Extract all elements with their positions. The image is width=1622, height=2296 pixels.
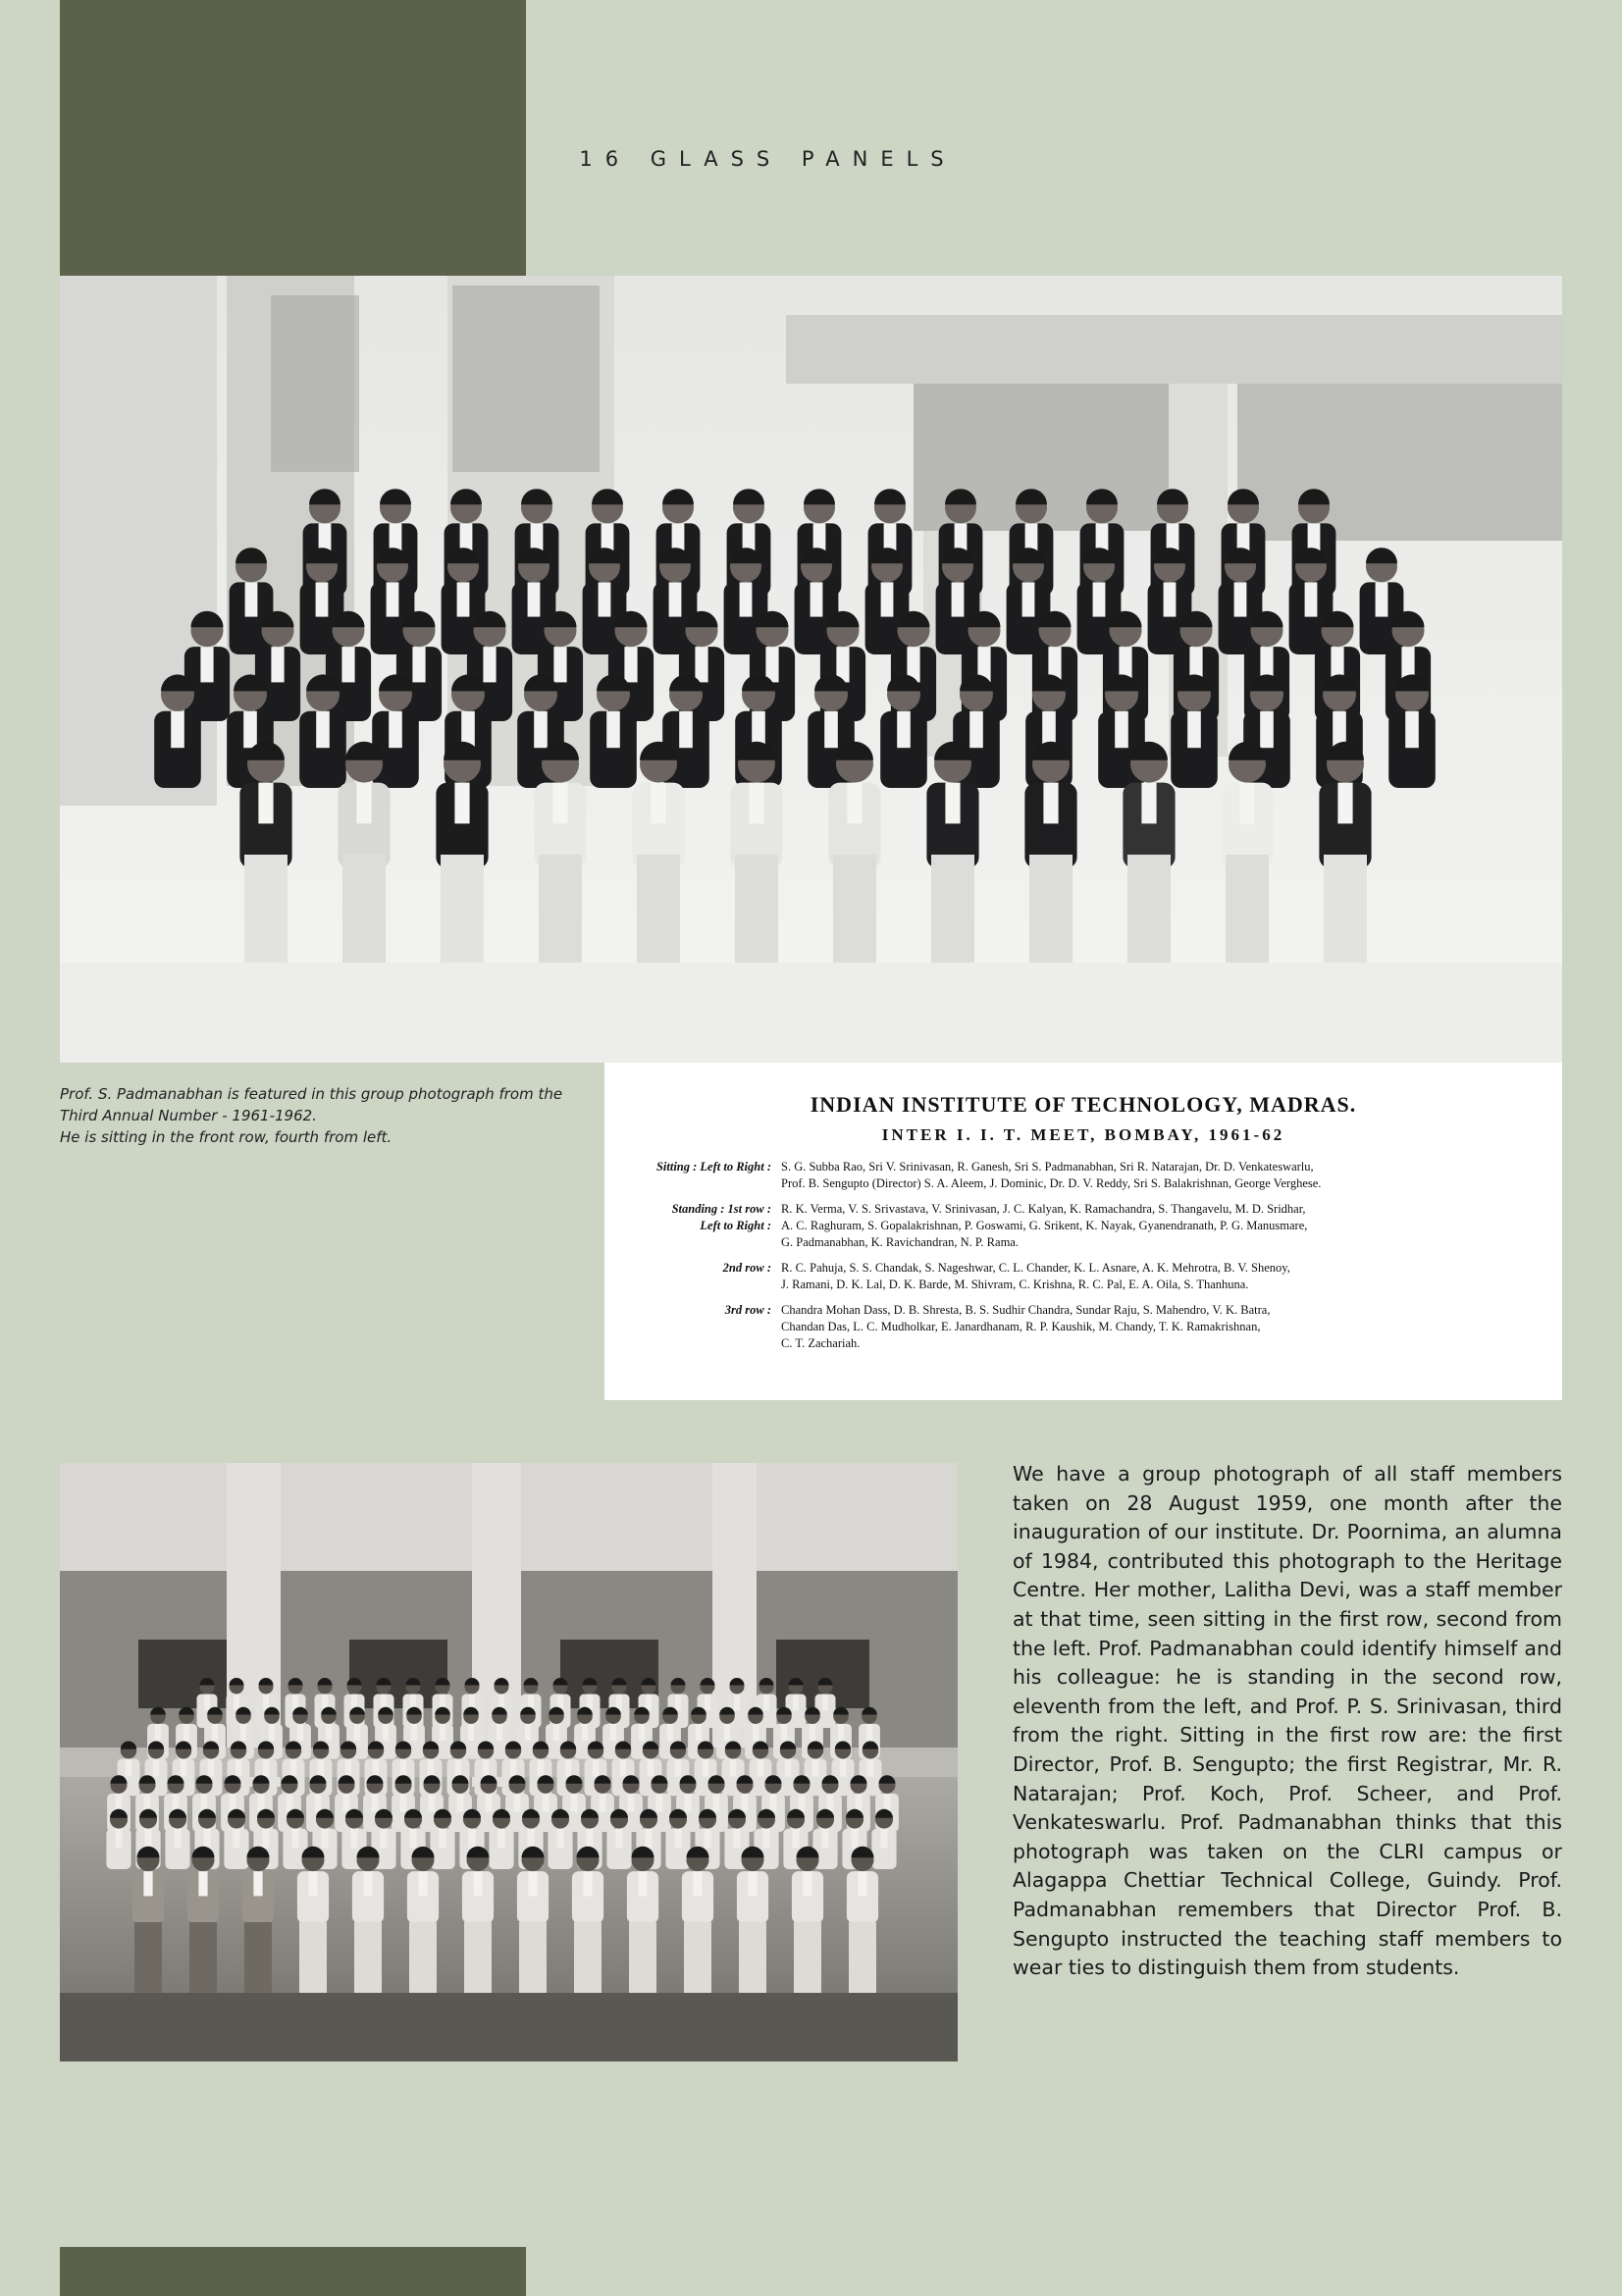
standing-third-row [636, 1302, 1531, 1352]
names-line: Prof. B. Sengupto (Director) S. A. Aleem, J. Dominic, Dr. D. V. Reddy, Sri S. Balakrishnan, George Verghese. [781, 1176, 1322, 1190]
row-label-line: Standing : 1st row : [671, 1202, 771, 1216]
row-names [781, 1159, 1531, 1192]
names-line: R. K. Verma, V. S. Srivastava, V. Srinivasan, J. C. Kalyan, K. Ramachandra, S. Thangavelu, M. D. Sridhar, [781, 1202, 1306, 1216]
names-line: S. G. Subba Rao, Sri V. Srinivasan, R. Ganesh, Sri S. Padmanabhan, Sri R. Natarajan, Dr. D. Venkateswarlu, [781, 1160, 1314, 1174]
standing-second-row [636, 1260, 1531, 1293]
row-names [781, 1260, 1531, 1293]
body-paragraph: We have a group photograph of all staff members taken on 28 August 1959, one month after the inauguration of our institute. Dr. Poornima, an alumna of 1984, contributed this photograph to the Heritage Centre. Her mother, Lalitha Devi, was a staff member at that time, seen sitting in the first row, second from the left. Prof. Padmanabhan could identify himself and his colleague: he is standing in the second row, eleventh from the left, and Prof. P. S. Srinivasan, third from the right. Sitting in the first row are: the first Director, Prof. B. Sengupto; the first Registrar, Mr. R. Natarajan; Prof. Koch, Prof. Scheer, and Prof. Venkateswarlu. Prof. Padmanabhan thinks that this photograph was taken on the CLRI campus or Alagappa Chettiar Technical College, Guindy. Prof. Padmanabhan remembers that Director Prof. B. Sengupto instructed the teaching staff members to wear ties to distinguish them from students. [1013, 1462, 1562, 1980]
row-label [636, 1201, 781, 1251]
names-line: R. C. Pahuja, S. S. Chandak, S. Nageshwar, C. L. Chander, K. L. Asnare, A. K. Mehrotra, B. V. Shenoy, [781, 1261, 1290, 1275]
names-line: Chandan Das, L. C. Mudholkar, E. Janardhanam, R. P. Kaushik, M. Chandy, T. K. Ramakrishnan, [781, 1320, 1261, 1333]
row-label: 2nd row : [722, 1261, 771, 1275]
row-names [781, 1302, 1531, 1352]
name-list-title: INDIAN INSTITUTE OF TECHNOLOGY, MADRAS. [810, 1092, 1357, 1117]
group-photograph-image [60, 276, 1562, 1063]
caption-line: Third Annual Number - 1961-1962. [60, 1107, 317, 1124]
names-line: Chandra Mohan Dass, D. B. Shresta, B. S. Sudhir Chandra, Sundar Raju, S. Mahendro, V. K. Batra, [781, 1303, 1271, 1317]
sitting-row [636, 1159, 1531, 1192]
row-label: Sitting : Left to Right : [655, 1160, 771, 1174]
group-photograph-image-art [60, 276, 1562, 1063]
caption-line: Prof. S. Padmanabhan is featured in this group photograph from the [60, 1085, 563, 1103]
row-label-line: Left to Right : [700, 1219, 771, 1232]
names-line: A. C. Raghuram, S. Gopalakrishnan, P. Goswami, G. Srikent, K. Nayak, Gyanendranath, P. G. Manusmare, [781, 1219, 1308, 1232]
name-list-subtitle: INTER I. I. T. MEET, BOMBAY, 1961-62 [881, 1125, 1285, 1144]
names-line: C. T. Zachariah. [781, 1336, 861, 1350]
names-line: G. Padmanabhan, K. Ravichandran, N. P. Rama. [781, 1235, 1019, 1249]
staff-group-photograph-image [60, 1463, 958, 2061]
row-names [781, 1201, 1531, 1251]
caption-line: He is sitting in the front row, fourth from left. [60, 1128, 392, 1146]
scanned-name-list [604, 1063, 1562, 1400]
top-accent-block [60, 0, 526, 276]
panel-title: 16 GLASS PANELS [579, 147, 957, 171]
standing-first-row [636, 1201, 1531, 1251]
names-line: J. Ramani, D. K. Lal, D. K. Barde, M. Shivram, C. Krishna, R. C. Pal, E. A. Oila, S. Thanhuna. [781, 1278, 1249, 1291]
staff-group-photograph-image-art [60, 1463, 958, 2061]
photo-caption [60, 1083, 590, 1148]
bottom-accent-block [60, 2247, 526, 2296]
row-label: 3rd row : [724, 1303, 771, 1317]
